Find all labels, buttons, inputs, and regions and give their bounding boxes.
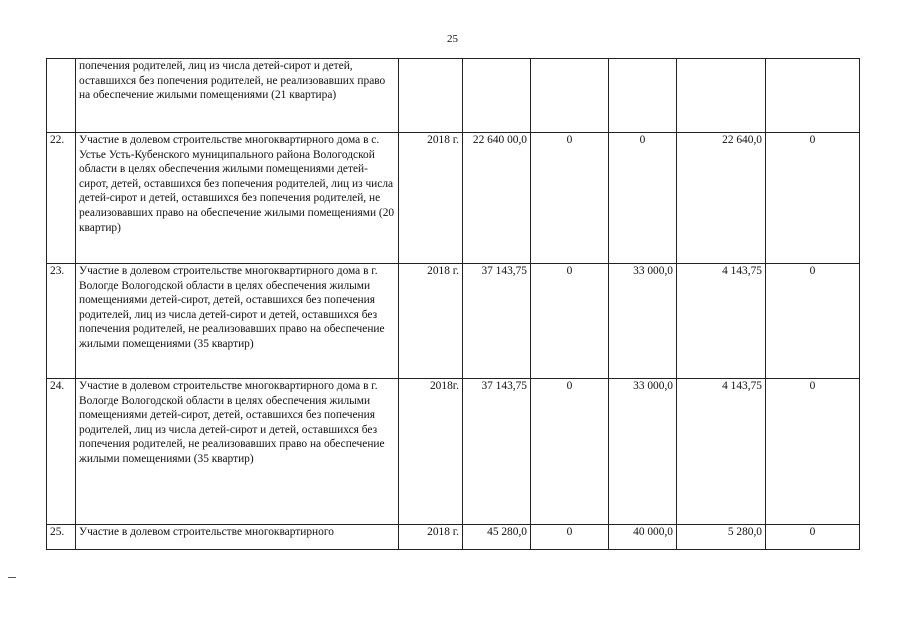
row-value-2: 33 000,0 [609, 379, 677, 525]
row-value-3 [677, 59, 766, 133]
row-value-4: 0 [766, 133, 860, 264]
row-value-1: 0 [531, 525, 609, 550]
table-row [47, 525, 860, 550]
row-value-3: 5 280,0 [677, 525, 766, 550]
budget-table [46, 58, 860, 550]
row-number: 25. [47, 525, 76, 550]
row-value-2: 40 000,0 [609, 525, 677, 550]
row-value-2: 33 000,0 [609, 264, 677, 379]
row-value-3: 22 640,0 [677, 133, 766, 264]
table-row [47, 379, 860, 525]
row-value-2 [609, 59, 677, 133]
table-row [47, 133, 860, 264]
row-description: попечения родителей, лиц из числа детей-сирот и детей, оставшихся без попечения родителей, не реализовавших право на обеспечение жилыми помещениями (21 квартира) [76, 59, 399, 133]
row-description: Участие в долевом строительстве многоквартирного дома в с. Устье Усть-Кубенского муниципального района Вологодской области в целях обеспечения жилыми помещениями детей-сирот, детей, оставшихся без попечения родителей, лиц из числа детей-сирот и детей, оставшихся без попечения родителей, не реализовавших право на обеспечение жилыми помещениями (20 квартир) [76, 133, 399, 264]
row-description: Участие в долевом строительстве многоквартирного [76, 525, 399, 550]
row-year: 2018 г. [399, 525, 463, 550]
row-value-3: 4 143,75 [677, 379, 766, 525]
row-number [47, 59, 76, 133]
page-number: 25 [447, 33, 458, 45]
row-value-4: 0 [766, 264, 860, 379]
row-total: 22 640 00,0 [463, 133, 531, 264]
row-value-1: 0 [531, 379, 609, 525]
row-total: 37 143,75 [463, 379, 531, 525]
row-value-4: 0 [766, 379, 860, 525]
row-year [399, 59, 463, 133]
row-value-3: 4 143,75 [677, 264, 766, 379]
row-value-4 [766, 59, 860, 133]
row-value-1 [531, 59, 609, 133]
row-value-4: 0 [766, 525, 860, 550]
row-number: 23. [47, 264, 76, 379]
row-total [463, 59, 531, 133]
row-number: 24. [47, 379, 76, 525]
row-year: 2018 г. [399, 264, 463, 379]
row-year: 2018 г. [399, 133, 463, 264]
row-description: Участие в долевом строительстве многоквартирного дома в г. Вологде Вологодской области в целях обеспечения жилыми помещениями детей-сирот, детей, оставшихся без попечения родителей, лиц из числа детей-сирот и детей, оставшихся без попечения родителей, не реализовавших право на обеспечение жилыми помещениями (35 квартир) [76, 379, 399, 525]
row-total: 45 280,0 [463, 525, 531, 550]
row-year: 2018г. [399, 379, 463, 525]
table-row [47, 59, 860, 133]
row-description: Участие в долевом строительстве многоквартирного дома в г. Вологде Вологодской области в целях обеспечения жилыми помещениями детей-сирот, детей, оставшихся без попечения родителей, лиц из числа детей-сирот и детей, оставшихся без попечения родителей, не реализовавших право на обеспечение жилыми помещениями (35 квартир) [76, 264, 399, 379]
row-value-2: 0 [609, 133, 677, 264]
scan-mark [8, 577, 16, 578]
row-value-1: 0 [531, 264, 609, 379]
row-number: 22. [47, 133, 76, 264]
row-value-1: 0 [531, 133, 609, 264]
table-row [47, 264, 860, 379]
row-total: 37 143,75 [463, 264, 531, 379]
